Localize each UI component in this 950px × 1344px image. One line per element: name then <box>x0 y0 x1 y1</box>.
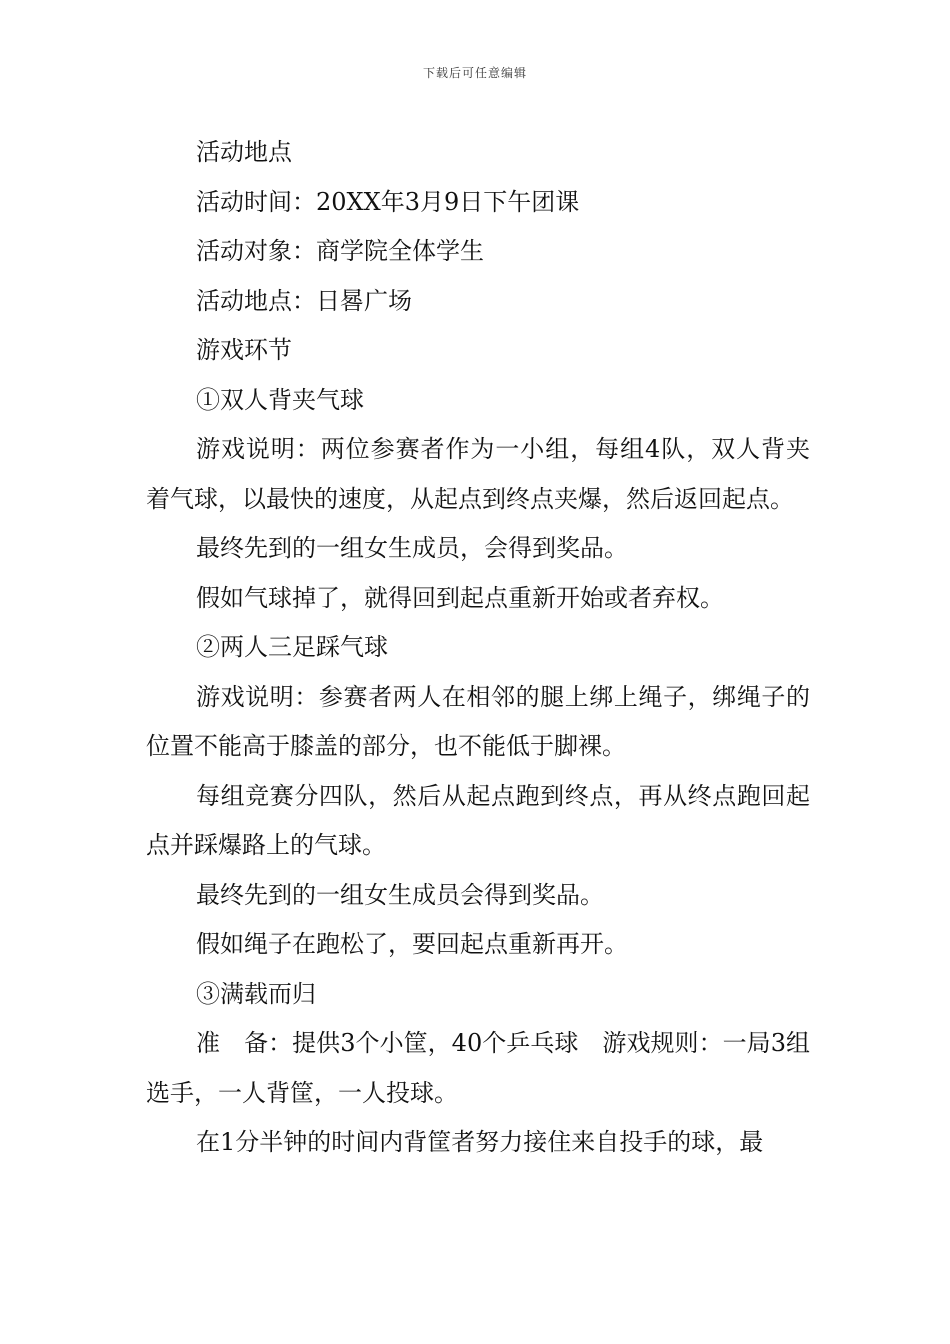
activity-time: 活动时间：20XX年3月9日下午团课 <box>196 187 580 216</box>
game-2-description: 游戏说明：参赛者两人在相邻的腿上绑上绳子，绑绳子的位置不能高于膝盖的部分，也不能低于脚裸。 <box>146 682 810 760</box>
game-3-preparation: 准 备：提供3个小筐，40个乒乓球 游戏规则：一局3组选手，一人背筐，一人投球。 <box>146 1029 810 1107</box>
activity-audience: 活动对象：商学院全体学生 <box>196 237 484 265</box>
game-1-description: 游戏说明：两位参赛者作为一小组，每组4队，双人背夹着气球，以最快的速度，从起点到终点夹爆，然后返回起点。 <box>146 435 810 513</box>
section-heading-location: 活动地点 <box>196 138 292 166</box>
game-1-rule: 假如气球掉了，就得回到起点重新开始或者弃权。 <box>196 583 724 612</box>
document-body <box>146 128 810 1168</box>
game-3-title: ③满载而归 <box>196 979 316 1008</box>
game-1-prize: 最终先到的一组女生成员，会得到奖品。 <box>196 534 628 562</box>
game-3-description: 在1分半钟的时间内背筐者努力接住来自投手的球，最 <box>196 1128 764 1156</box>
game-2-procedure: 每组竞赛分四队，然后从起点跑到终点，再从终点跑回起点并踩爆路上的气球。 <box>146 781 810 859</box>
game-2-rule: 假如绳子在跑松了，要回起点重新再开。 <box>196 930 628 958</box>
game-2-title: ②两人三足踩气球 <box>196 633 388 661</box>
page-header: 下载后可任意编辑 <box>422 66 527 80</box>
game-2-prize: 最终先到的一组女生成员会得到奖品。 <box>196 880 604 909</box>
activity-location: 活动地点：日晷广场 <box>196 286 412 315</box>
section-heading-games: 游戏环节 <box>196 336 292 364</box>
game-1-title: ①双人背夹气球 <box>196 385 364 414</box>
